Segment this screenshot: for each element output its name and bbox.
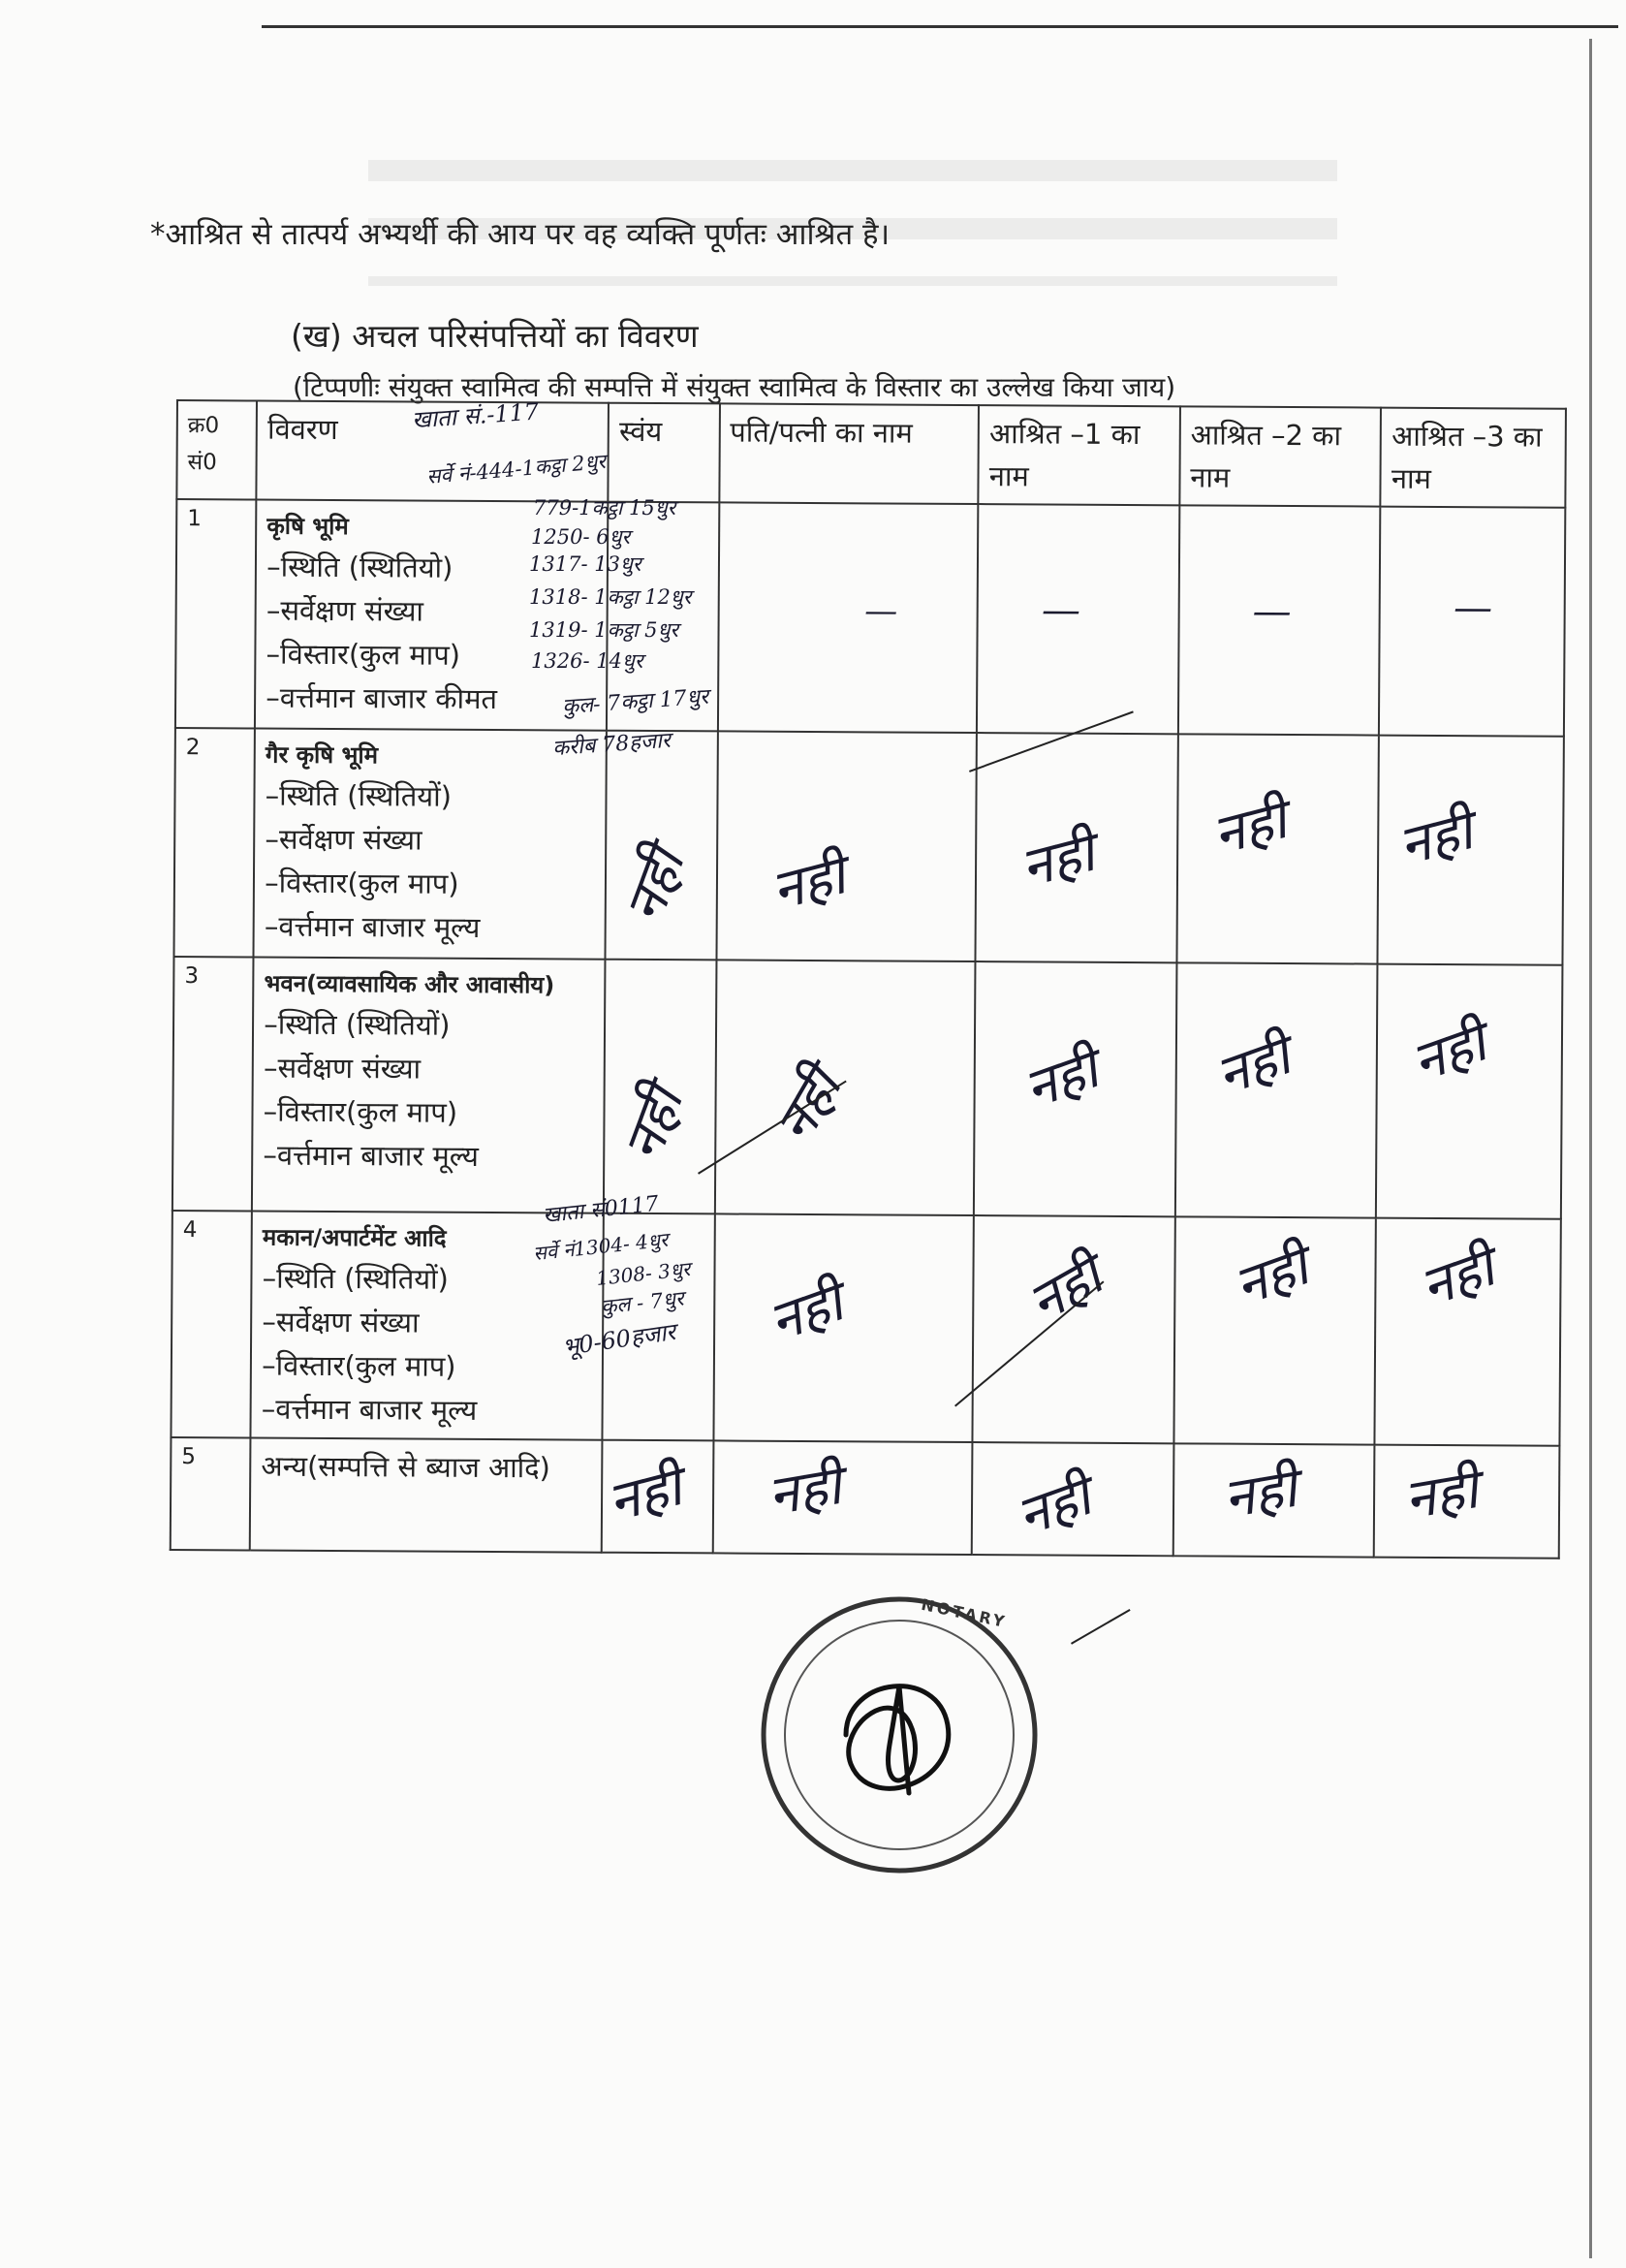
handwritten-nahi: नही [762, 1058, 854, 1154]
notary-stamp [754, 1590, 1045, 1880]
table-header-row [176, 400, 1566, 508]
row-description [250, 1437, 603, 1552]
row-item: –विस्तार(कुल माप) [262, 1348, 456, 1383]
table-row [171, 1437, 1560, 1559]
handwritten-nahi: नही [1404, 1011, 1495, 1095]
handwritten-entry: सर्वे नं1304- 4धुर [532, 1227, 670, 1266]
row-title: अन्य(सम्पत्ति से ब्याज आदि) [261, 1449, 551, 1485]
handwritten-nahi: नही [1392, 799, 1480, 879]
row-item: –वर्त्तमान बाजार मूल्य [261, 1392, 478, 1427]
header-dependent-3: आश्रित –3 का नाम [1381, 408, 1566, 508]
cell-dependent-1 [977, 504, 1179, 734]
handwritten-nahi: नही [1207, 1024, 1298, 1109]
cell-dependent-2 [1178, 505, 1381, 735]
row-serial: 4 [171, 1211, 252, 1437]
joint-ownership-note: (टिप्पणीः संयुक्त स्वामित्व की सम्पत्ति में संयुक्त स्वामित्व के विस्तार का उल्लेख किया जाय) [293, 371, 1176, 403]
handwritten-entry: 1250- 6धुर [531, 525, 631, 549]
handwritten-nahi: नही [612, 840, 698, 931]
row-description [252, 957, 606, 1213]
handwritten-dash: — [1453, 585, 1493, 631]
handwritten-nahi: नही [1218, 1456, 1301, 1531]
row-title: गैर कृषि भूमि [265, 740, 379, 770]
cell-spouse [714, 960, 975, 1215]
handwritten-nahi: नही [1413, 1236, 1503, 1320]
handwritten-nahi: नही [1017, 1244, 1113, 1336]
cell-dependent-3 [1375, 1218, 1561, 1446]
strike-line [1071, 1609, 1131, 1645]
table-row [172, 957, 1563, 1219]
signature-scribble [846, 1686, 949, 1793]
row-item: –सर्वेक्षण संख्या [262, 1305, 420, 1339]
handwritten-nahi: नही [611, 1079, 697, 1170]
row-title: भवन(व्यावसायिक और आवासीय) [264, 969, 555, 999]
row-item: –सर्वेक्षण संख्या [263, 1051, 422, 1086]
row-item: –वर्त्तमान बाजार मूल्य [263, 1138, 479, 1173]
handwritten-total: कुल - 7धुर [599, 1286, 685, 1319]
row-item: –विस्तार(कुल माप) [266, 637, 461, 672]
row-item: –वर्त्तमान बाजार मूल्य [264, 909, 481, 944]
cell-dependent-2 [1173, 1216, 1376, 1444]
cell-spouse [717, 502, 978, 733]
row-title: कृषि भूमि [266, 512, 349, 541]
cell-dependent-2 [1176, 734, 1379, 963]
row-item: –सर्वेक्षण संख्या [266, 593, 424, 628]
cell-dependent-2 [1175, 962, 1378, 1217]
header-self: स्वंय [609, 403, 720, 503]
handwritten-khata-number: खाता सं.-117 [411, 397, 541, 434]
handwritten-nahi: नही [1205, 788, 1294, 868]
handwritten-entry: 1326- 14धुर [531, 649, 643, 673]
header-serial: क्र0 सं0 [176, 400, 257, 500]
cell-dependent-2 [1173, 1443, 1375, 1557]
row-description [254, 729, 607, 960]
handwritten-entry: 1318- 1कट्ठा 12धुर [529, 585, 692, 609]
cell-dependent-3 [1374, 1445, 1559, 1559]
row-item: –विस्तार(कुल माप) [263, 1094, 458, 1129]
handwritten-dash: — [864, 591, 898, 631]
handwritten-nahi: नही [1226, 1234, 1317, 1319]
cell-self [606, 731, 718, 961]
handwritten-nahi: नही [1016, 1037, 1107, 1122]
handwritten-dash: — [1041, 587, 1081, 633]
header-dependent-2: आश्रित –2 का नाम [1179, 406, 1381, 506]
handwritten-nahi: नही [1015, 821, 1102, 900]
row-serial: 5 [171, 1437, 251, 1551]
handwritten-value: भू0-60हजार [560, 1317, 677, 1362]
cell-dependent-3 [1378, 736, 1564, 965]
row-title: मकान/अपार्टमेंट आदि [262, 1223, 447, 1252]
table-row [175, 499, 1565, 737]
handwritten-nahi: नही [765, 843, 852, 924]
page-edge-shadow [1589, 39, 1592, 2258]
handwritten-entry: 1317- 13धुर [529, 552, 641, 576]
handwritten-nahi: नही [763, 1454, 846, 1528]
handwritten-entry: 779-1कट्ठा 15धुर [533, 496, 676, 520]
immovable-assets-table [170, 399, 1567, 1559]
row-item: –स्थिति (स्थितियों) [264, 1007, 451, 1042]
handwritten-value: करीब 78हजार [551, 728, 672, 762]
top-border-line [262, 25, 1618, 28]
row-item: –स्थिति (स्थितियों) [262, 1261, 450, 1296]
cell-dependent-1 [972, 1442, 1173, 1556]
handwritten-entry: 1308- 3धुर [595, 1256, 692, 1291]
section-heading: (ख) अचल परिसंपत्तियों का विवरण [291, 317, 699, 355]
cell-spouse [713, 1213, 974, 1442]
row-serial: 2 [173, 728, 255, 957]
cell-dependent-1 [976, 733, 1178, 962]
cell-dependent-1 [974, 961, 1176, 1216]
handwritten-nahi: नही [760, 1271, 851, 1355]
header-dependent-1: आश्रित –1 का नाम [979, 405, 1180, 505]
cell-dependent-3 [1379, 507, 1565, 737]
row-item: –स्थिति (स्थितियो) [266, 550, 453, 584]
table-row [171, 1211, 1560, 1446]
handwritten-nahi: नही [1400, 1458, 1484, 1532]
cell-self [604, 960, 716, 1214]
handwritten-khata-number: खाता सं0117 [542, 1191, 660, 1229]
cell-self [602, 1440, 713, 1554]
cell-spouse [716, 731, 977, 961]
row-item: –स्थिति (स्थितियों) [265, 778, 453, 813]
cell-dependent-1 [973, 1215, 1175, 1443]
cell-spouse [712, 1440, 972, 1555]
handwritten-survey-note: सर्वे नं-444-1कट्ठा 2धुर [425, 449, 607, 489]
header-spouse: पति/पत्नी का नाम [719, 403, 979, 504]
handwritten-entry: 1319- 1कट्ठा 5धुर [529, 618, 678, 642]
handwritten-nahi: नही [1009, 1465, 1100, 1550]
handwritten-nahi: नही [601, 1455, 689, 1535]
handwritten-dash: — [1252, 588, 1292, 635]
cell-dependent-3 [1376, 964, 1562, 1219]
row-item: –सर्वेक्षण संख्या [265, 822, 422, 857]
header-description: विवरण [257, 401, 610, 502]
row-item: –वर्त्तमान बाजार कीमत [266, 680, 498, 716]
table-row [173, 728, 1563, 965]
row-serial: 1 [175, 499, 257, 728]
row-serial: 3 [172, 957, 254, 1211]
dependent-footnote: *आश्रित से तात्पर्य अभ्यर्थी की आय पर वह व्यक्ति पूर्णतः आश्रित है। [150, 217, 891, 252]
row-item: –विस्तार(कुल माप) [265, 866, 459, 900]
handwritten-total: कुल- 7कट्ठा 17धुर [561, 684, 709, 720]
stamp-label: NOTARY [920, 1594, 1010, 1632]
